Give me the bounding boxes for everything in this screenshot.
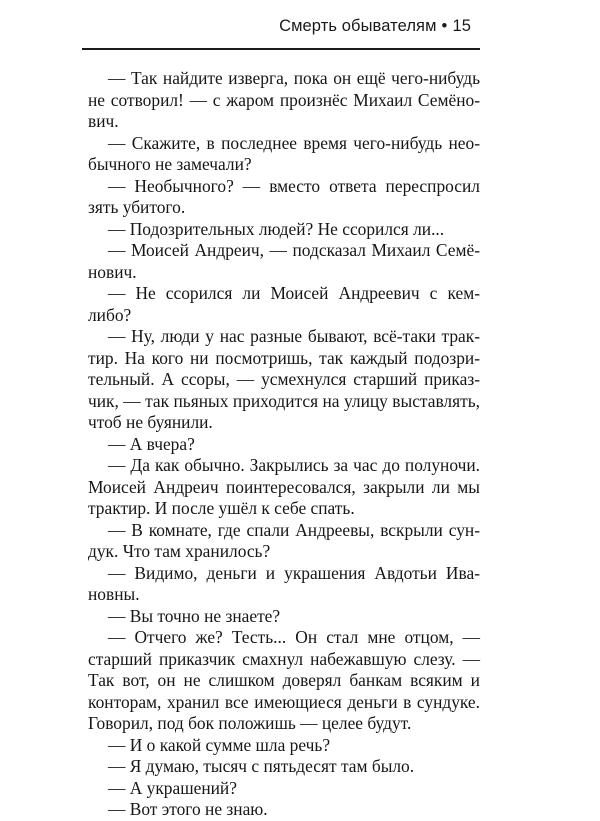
paragraph: — Вот этого не знаю. (108, 799, 268, 819)
paragraph: — Вы точно не знаете? (108, 605, 281, 626)
paragraph: — Ну, люди у нас разные бывают, всё-таки трактир. На кого ни посмотришь, так каждый подозрительный. А ссоры, — усмехнулся старший приказчик, — так пьяных приходится на улицу выставлять, чтоб не буянили. (88, 326, 480, 432)
paragraph: — Моисей Андреич, — подсказал Михаил Семёнович. (88, 240, 480, 282)
paragraph: — Необычного? — вместо ответа переспросил зять убитого. (88, 175, 480, 217)
paragraph: — Я думаю, тысяч с пятьдесят там было. (108, 756, 415, 776)
paragraph: — Скажите, в последнее время чего-нибудь необычного не замечали? (88, 132, 480, 174)
body-text (88, 68, 480, 821)
paragraph: — А украшений? (108, 777, 237, 798)
running-title: Смерть обывателям (279, 17, 437, 35)
paragraph: — И о какой сумме шла речь? (108, 734, 331, 755)
paragraph: — В комнате, где спали Андреевы, вскрыли сундук. Что там хранилось? (88, 519, 480, 561)
paragraph: — Видимо, деньги и украшения Авдотьи Ивановны. (88, 562, 480, 604)
paragraph: — А вчера? (108, 433, 195, 454)
header-separator: • (441, 17, 448, 35)
paragraph: — Да как обычно. Закрылись за час до полуночи. Моисей Андреич поинтересовался, закрыли ли мы трактир. И после ушёл к себе спать. (88, 455, 480, 518)
page-number: 15 (452, 17, 471, 35)
paragraph: — Отчего же? Тесть... Он стал мне отцом, — старший приказчик смахнул набежавшую слезу. — Так вот, он не слишком доверял банкам всяким и конторам, хранил все имеющиеся деньги в сундуке. Говорил, под бок положишь — целее будут. (88, 627, 480, 733)
running-header (279, 17, 471, 36)
paragraph: — Так найдите изверга, пока он ещё чего-нибудь не сотворил! — с жаром произнёс Михаил Семёнович. (88, 68, 480, 131)
paragraph: — Не ссорился ли Моисей Андреевич с кем-либо? (88, 283, 480, 325)
paragraph: — Подозрительных людей? Не ссорился ли... (108, 218, 445, 239)
header-rule (82, 48, 480, 50)
